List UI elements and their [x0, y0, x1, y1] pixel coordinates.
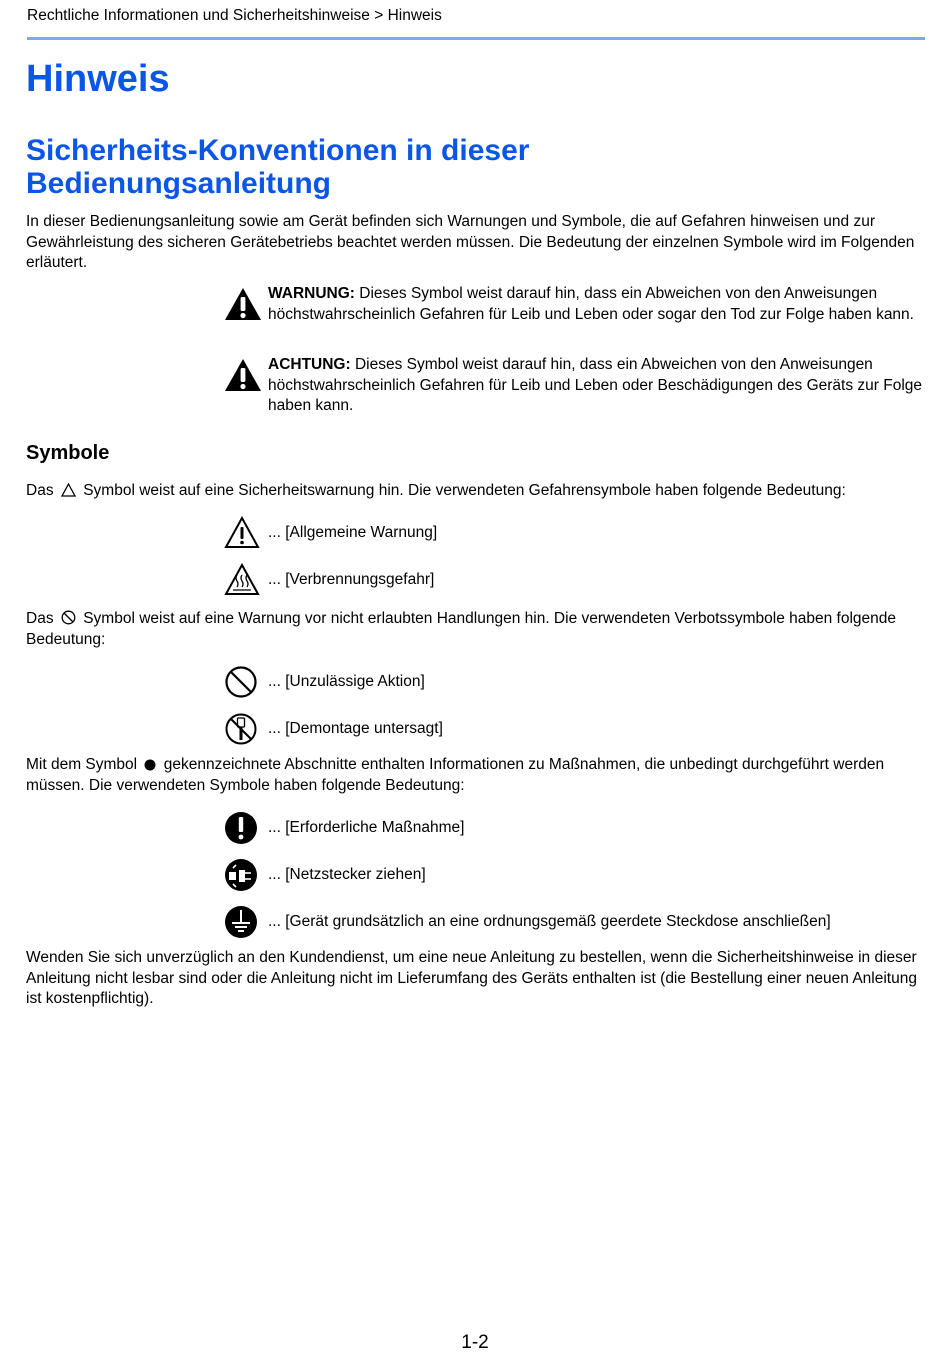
- prohibited-action-icon: [224, 665, 260, 699]
- symbol-label: ... [Gerät grundsätzlich an eine ordnungsgemäß geerdete Steckdose anschließen]: [268, 913, 831, 930]
- no-disassembly-icon: [224, 712, 260, 746]
- symbol-label: ... [Allgemeine Warnung]: [268, 524, 438, 541]
- required-action-icon: [224, 811, 260, 845]
- breadcrumb: Rechtliche Informationen und Sicherheitshinweise > Hinweis: [27, 7, 442, 24]
- mandatory-after: gekennzeichnete Abschnitte enthalten Informationen zu Maßnahmen, die unbedingt durchgeführt werden müssen. Die verwendeten Symbole haben folgende Bedeutung:: [26, 756, 885, 794]
- page-title: Hinweis: [26, 58, 170, 100]
- section-title-line2: Bedienungsanleitung: [26, 167, 332, 200]
- hazard-after: Symbol weist auf eine Sicherheitswarnung hin. Die verwendeten Gefahrensymbole haben folgende Bedeutung:: [83, 482, 846, 499]
- symbol-label: ... [Unzulässige Aktion]: [268, 673, 425, 690]
- ground-icon: [224, 905, 260, 939]
- burn-hazard-icon: [224, 563, 260, 597]
- warning-text: [268, 284, 924, 325]
- small-prohibit-icon: [61, 610, 76, 625]
- unplug-icon: [224, 858, 260, 892]
- header-rule: [27, 37, 925, 40]
- symbol-label: ... [Verbrennungsgefahr]: [268, 571, 435, 588]
- warning-description: Dieses Symbol weist darauf hin, dass ein Abweichen von den Anweisungen höchstwahrscheinlich Gefahren für Leib und Leben oder sogar den Tod zur Folge haben kann.: [268, 285, 914, 323]
- symbol-label: ... [Demontage untersagt]: [268, 720, 443, 737]
- symbols-heading: Symbole: [26, 442, 110, 464]
- hazard-before: Das: [26, 482, 54, 499]
- mandatory-paragraph: [26, 755, 926, 796]
- prohibit-before: Das: [26, 610, 54, 627]
- small-triangle-icon: [61, 483, 76, 497]
- caution-description: Dieses Symbol weist darauf hin, dass ein Abweichen von den Anweisungen höchstwahrscheinlich Gefahren für Leib und Leben oder Beschädigungen des Geräts zur Folge haben kann.: [268, 356, 922, 414]
- caution-block: [224, 355, 924, 417]
- section-title: [26, 134, 529, 200]
- mandatory-before: Mit dem Symbol: [26, 756, 138, 773]
- small-filled-circle-icon: [144, 759, 156, 771]
- symbol-label: ... [Netzstecker ziehen]: [268, 866, 426, 883]
- caution-triangle-icon: [224, 358, 262, 392]
- prohibit-paragraph: [26, 609, 926, 650]
- page-number: 1-2: [461, 1332, 489, 1353]
- warning-label: WARNUNG:: [268, 285, 355, 302]
- closing-paragraph: Wenden Sie sich unverzüglich an den Kundendienst, um eine neue Anleitung zu bestellen, wenn die Sicherheitshinweise in dieser Anleitung nicht lesbar sind oder die Anleitung nicht im Lieferumfang des Geräts enthalten ist (die Bestellung einer neuen Anleitung ist kostenpflichtig).: [26, 949, 917, 1007]
- warning-block: [224, 284, 924, 325]
- general-warning-icon: [224, 516, 260, 550]
- hazard-paragraph: [26, 481, 926, 502]
- prohibit-after: Symbol weist auf eine Warnung vor nicht erlaubten Handlungen hin. Die verwendeten Verbotssymbole haben folgende Bedeutung:: [26, 610, 897, 648]
- symbol-label: ... [Erforderliche Maßnahme]: [268, 819, 465, 836]
- intro-paragraph: In dieser Bedienungsanleitung sowie am Gerät befinden sich Warnungen und Symbole, die auf Gefahren hinweisen und zur Gewährleistung des sicheren Gerätebetriebs beachtet werden müssen. Die Bedeutung der einzelnen Symbole wird im Folgenden erläutert.: [26, 213, 915, 271]
- caution-text: [268, 355, 924, 417]
- section-title-line1: Sicherheits-Konventionen in dieser: [26, 134, 530, 167]
- warning-triangle-icon: [224, 287, 262, 321]
- caution-label: ACHTUNG:: [268, 356, 351, 373]
